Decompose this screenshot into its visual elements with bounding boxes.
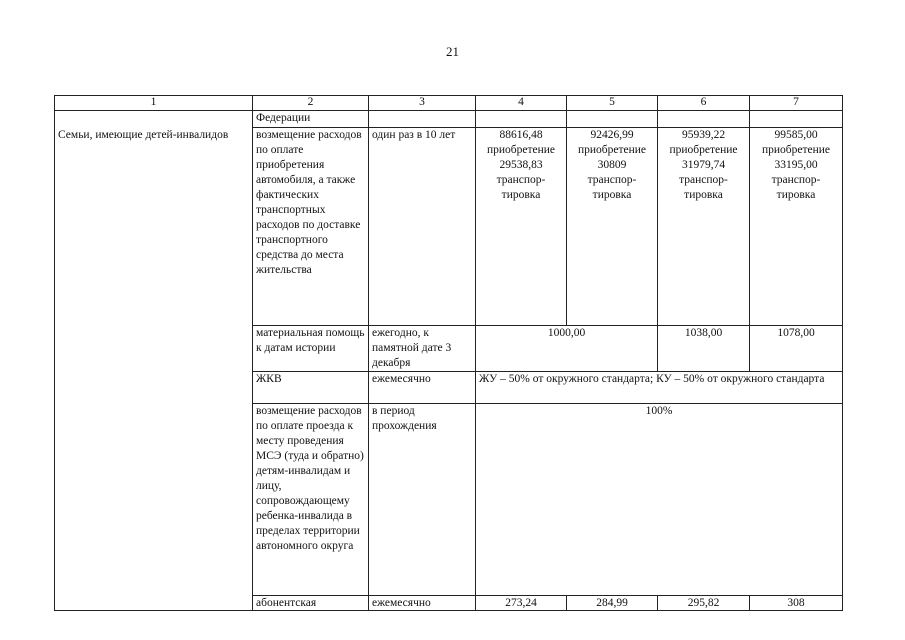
amount: 95939,22 [681,129,726,141]
value-cell [567,128,658,326]
value-cell [567,111,658,128]
value-cell: 284,99 [567,596,658,611]
amount-label: транспор-тировка [771,174,821,201]
value-cell: 273,24 [476,596,567,611]
value-cell: 1038,00 [658,326,750,372]
amount: 31979,74 [681,159,726,171]
amount-label: приобретение [486,144,556,156]
table-row [55,111,843,128]
value-cell: 100% [476,404,843,596]
category-cell-top [55,111,253,128]
frequency-cell: ежемесячно [369,596,476,611]
measure-cell: абонентская [253,596,369,611]
amount: 92426,99 [590,129,634,141]
header-cell: 3 [369,96,476,111]
value-cell: ЖУ – 50% от окружного стандарта; КУ – 50% от окружного стандарта [476,372,843,404]
frequency-cell: ежегодно, к памятной дате 3 декабря [369,326,476,372]
frequency-cell: один раз в 10 лет [369,128,476,326]
table-row [55,128,843,326]
page-number: 21 [446,44,459,59]
measure-cell: Федерации [253,111,369,128]
header-cell: 4 [476,96,567,111]
amount-label: приобретение [577,144,647,156]
amount-label: транспор-тировка [679,174,728,201]
amount: 30809 [597,159,627,171]
category-cell: Семьи, имеющие детей-инвалидов [55,128,253,611]
value-cell [750,128,843,326]
frequency-cell [369,111,476,128]
header-cell: 1 [55,96,253,111]
value-cell: 295,82 [658,596,750,611]
header-cell: 5 [567,96,658,111]
amount-label: приобретение [669,144,738,156]
measure-cell: ЖКВ [253,372,369,404]
amount-label: приобретение [761,144,831,156]
frequency-cell: ежемесячно [369,372,476,404]
value-cell [750,111,843,128]
value-cell [658,128,750,326]
measure-cell: возмещение расходов по оплате приобретения автомобиля, а также фактических транспортных расходов по доставке транспортного средства до места жительства [253,128,369,326]
amount-label: транспор-тировка [496,174,546,201]
value-cell: 1078,00 [750,326,843,372]
header-cell: 6 [658,96,750,111]
amount: 33195,00 [774,159,818,171]
amount-label: транспор-тировка [587,174,637,201]
frequency-cell: в период прохождения [369,404,476,596]
header-cell: 7 [750,96,843,111]
benefits-table [54,95,843,611]
value-cell: 308 [750,596,843,611]
header-row [55,96,843,111]
value-cell [476,128,567,326]
measure-cell: возмещение расходов по оплате проезда к месту проведения МСЭ (туда и обратно) детям-инвалидам и лицу, сопровождающему ребенка-инвалида в пределах территории автономного округа [253,404,369,596]
value-cell [476,111,567,128]
value-cell [658,111,750,128]
amount: 88616,48 [499,129,543,141]
value-cell: 1000,00 [476,326,658,372]
amount: 29538,83 [499,159,543,171]
measure-cell: материальная помощь к датам истории [253,326,369,372]
header-cell: 2 [253,96,369,111]
amount: 99585,00 [774,129,818,141]
